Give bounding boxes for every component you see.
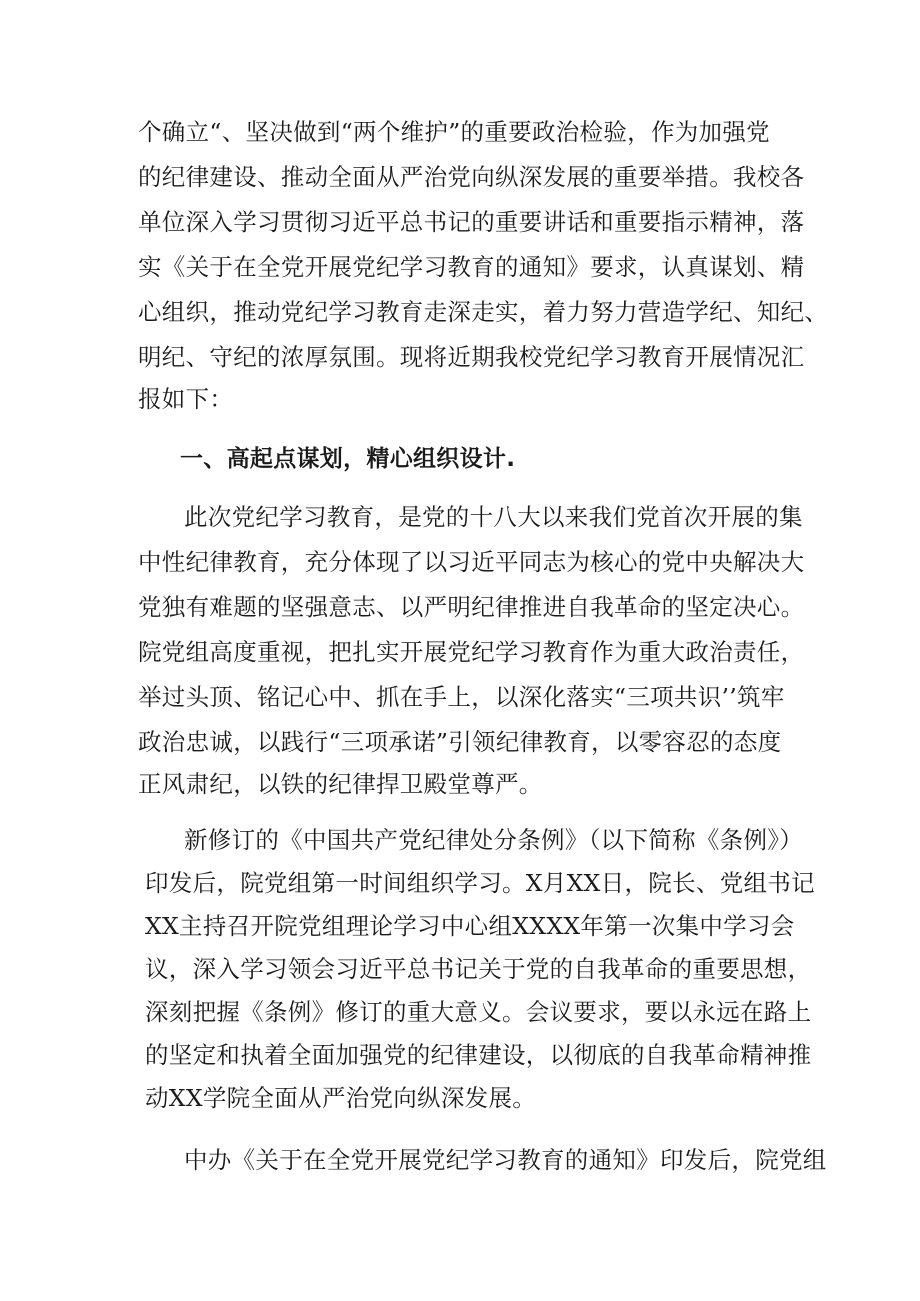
text-line: 个确立“、坚决做到“两个维护”的重要政治检验，作为加强党 <box>138 118 770 146</box>
text-line: 动XX学院全面从严治党向纵深发展。 <box>145 1084 537 1112</box>
text-line: 印发后，院党组第一时间组织学习。X月XX日，院长、党组书记 <box>145 869 815 897</box>
text-line: 举过头顶、铭记心中、抓在手上，以深化落实“三项共识’’筑牢 <box>138 683 785 711</box>
text-line: 此次党纪学习教育，是党的十八大以来我们党首次开展的集 <box>184 503 803 531</box>
text-line: 报如下： <box>138 385 234 413</box>
text-line: 党独有难题的坚强意志、以严明纪律推进自我革命的坚定决心。 <box>138 593 805 621</box>
text-line: 的坚定和执着全面加强党的纪律建设，以彻底的自我革命精神推 <box>145 1041 812 1069</box>
text-line: 中性纪律教育，充分体现了以习近平同志为核心的党中央解决大 <box>138 548 805 576</box>
text-line: 的纪律建设、推动全面从严治党向纵深发展的重要举措。我校各 <box>138 163 805 191</box>
text-line: 议，深入学习领会习近平总书记关于党的自我革命的重要思想， <box>145 955 812 983</box>
text-line: 中办《关于在全党开展党纪学习教育的通知》印发后，院党组 <box>184 1146 827 1174</box>
text-line: 深刻把握《条例》修订的重大意义。会议要求，要以永远在路上 <box>145 998 812 1026</box>
section-heading: 一、高起点谋划，精心组织设计. <box>180 446 516 472</box>
text-line: 院党组高度重视，把扎实开展党纪学习教育作为重大政治责任， <box>138 638 805 666</box>
text-line: XX主持召开院党组理论学习中心组XXXX年第一次集中学习会 <box>145 912 795 940</box>
text-line: 心组织，推动党纪学习教育走深走实，着力努力营造学纪、知纪、 <box>138 298 829 326</box>
text-line: 新修订的《中国共产党纪律处分条例》（以下简称《条例》） <box>184 826 804 854</box>
text-line: 单位深入学习贯彻习近平总书记的重要讲话和重要指示精神，落 <box>138 208 805 236</box>
text-line: 实《关于在全党开展党纪学习教育的通知》要求，认真谋划、精 <box>138 253 805 281</box>
text-line: 明纪、守纪的浓厚氛围。现将近期我校党纪学习教育开展情况汇 <box>138 343 805 371</box>
text-line: 政治忠诚，以践行“三项承诺”引领纪律教育，以零容忍的态度 <box>138 728 782 756</box>
text-line: 正风肃纪，以铁的纪律捍卫殿堂尊严。 <box>138 770 543 798</box>
